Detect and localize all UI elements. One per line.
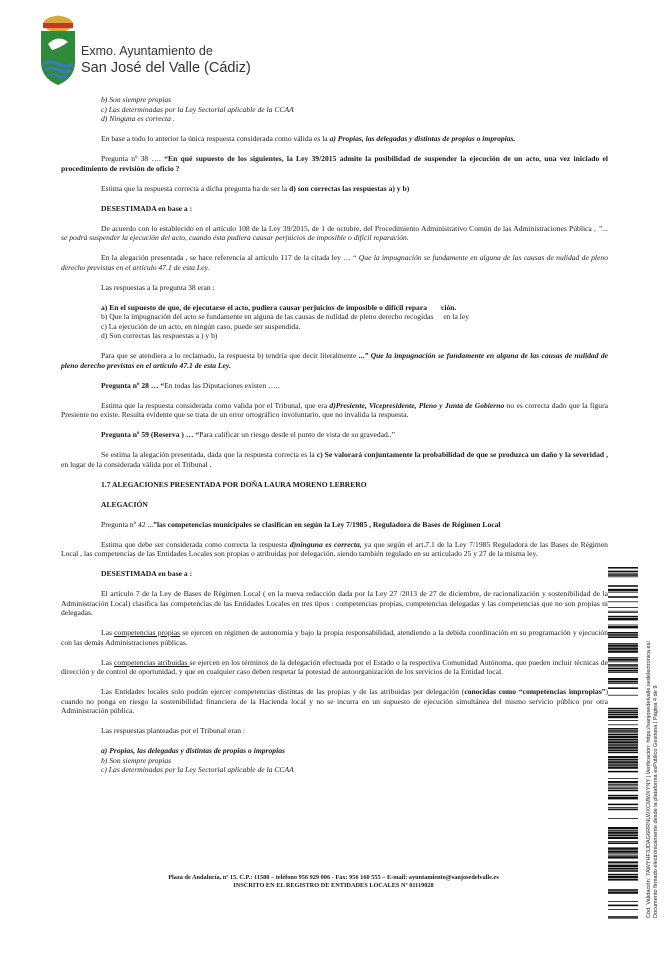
paragraph: Estima que la respuesta correcta a dicha pregunta ha de ser la d) son correctas las respuestas a) y b)	[101, 183, 410, 193]
paragraph: Las respuestas planteadas por el Tribunal eran :	[101, 726, 246, 735]
paragraph: Las respuestas a la pregunta 38 eran :	[101, 282, 215, 292]
section-label: DESESTIMADA en base a :	[101, 203, 193, 213]
question-38: Pregunta nº 38 …. “En qué supuesto de los siguientes, la Ley 39/2015 admite la posibilidad de suspender la ejecución de un acto, una vez iniciado el procedimiento de revisión de oficio ?	[61, 154, 608, 173]
list-item: a) En el supuesto de que, de ejecutarse el acto, pudiera causar perjuicios de imposible o difícil repara ción.	[101, 302, 457, 312]
question-28: Pregunta nº 28 … “En todas las Diputaciones existen …..	[101, 380, 280, 390]
subsection-heading: ALEGACIÓN	[101, 499, 148, 509]
paragraph: Las competencias atribuidas se ejercen en los términos de la delegación efectuada por el Estado o la respectiva Comunidad Autónoma, que pueden incluir técnicas de dirección y de control de oportunidad, y que en cualquier caso deben respetar la potestad de autoorganización de los servicios de la Entidad local.	[61, 657, 608, 676]
list-item: d) Ninguna es correcta .	[101, 114, 175, 123]
signature-platform-line: Documento firmado electrónicamente desde la plataforma esPublico Gestiona | Página 4 de 9	[653, 685, 659, 918]
answer-list-bottom	[61, 746, 608, 775]
list-item: b) Son siempre propias	[101, 95, 172, 104]
list-item: b) Que la impugnación del acto se fundamente en alguna de las causas de nulidad de pleno derecho recogidas en la ley	[101, 312, 470, 321]
footer-address: Plaza de Andalucía, nº 15. C.P.: 11580 – teléfono 956 929 006 - Fax: 956 160 555 – E-mail: ayuntamiento@sanjosedelvalle.es	[168, 874, 499, 881]
paragraph: En la alegación presentada , se hace referencia al artículo 117 de la citada ley … “ Que la impugnación se fundamente en alguna de las causas de nulidad de pleno derecho previstas en el artículo 47.1 de esta Ley.	[61, 253, 608, 272]
question-59: Pregunta nº 59 (Reserva ) … “Para calificar un riesgo desde el punto de vista de su gravedad..”	[101, 430, 396, 439]
answer-list-38	[61, 303, 608, 341]
list-item: d) Son correctas las respuestas a ) y b)	[101, 331, 218, 340]
list-item: c) La ejecución de un acto, en ningún caso, puede ser suspendida.	[101, 321, 301, 331]
paragraph: El artículo 7 de la Ley de Bases de Régimen Local ( en la nueva redacción dada por la Ley 27 /2013 de 27 de diciembre, de racionalización y sostenibilidad de la Administración Local) clasifica las competencias de las Entidades Locales en tres tipos : competencias propias, competencias delegadas y las competencias que no son propias ni delegadas.	[61, 589, 608, 617]
list-item: a) Propias, las delegadas y distintas de propias o impropias	[101, 746, 285, 755]
page-footer	[60, 874, 607, 890]
paragraph: De acuerdo con lo establecido en el artículo 108 de la Ley 39/2015, de 1 de octubre, del Procedimiento Administrativo Común de las Administraciones Pública , ”... se podrá suspender la ejecución del acto, cuando ésta pudiera causar perjuicios de imposible o difícil reparación.	[61, 223, 608, 242]
paragraph: En base a todo lo anterior la única respuesta considerada como válida es la a) Propias, las delegadas y distintas de propias o impropias.	[101, 134, 516, 143]
paragraph: Para que se atendiera a lo reclamado, la respuesta b) tendría que decir literalmente ...” Que la impugnación se fundamente en alguna de las causas de nulidad de pleno derecho previstas en el artículo 47.1 de esta Ley.	[61, 351, 608, 370]
validation-barcode	[608, 567, 638, 919]
paragraph: Estima que la respuesta considerada como valida por el Tribunal, que era d)Presiente, Vicepresidente, Pleno y Junta de Gobierno no es correcta dado que la figura Presiente no existe. Resulta evidente que se trata de un error ortográfico involuntario, que no invalida la respuesta.	[61, 400, 608, 419]
org-name-line1: Exmo. Ayuntamiento de	[81, 44, 213, 58]
validation-side-text	[646, 641, 660, 918]
answer-list-top	[61, 95, 608, 124]
list-item: c) Las determinadas por la Ley Sectorial aplicable de la CCAA	[101, 765, 294, 774]
letterhead	[38, 14, 298, 88]
footer-registry: INSCRITO EN EL REGISTRO DE ENTIDADES LOCALES Nº 01119028	[233, 882, 434, 889]
document-body	[61, 95, 608, 785]
coat-of-arms-logo	[38, 14, 78, 88]
section-heading: 1.7 ALEGACIONES PRESENTADA POR DOÑA LAURA MORENO LEBRERO	[101, 479, 367, 489]
paragraph: Las competencias propias se ejercen en régimen de autonomía y bajo la propia responsabilidad, atendiendo a la debida coordinación en su programación y ejecución con las demás Administraciones públicas.	[61, 628, 608, 647]
section-label: DESESTIMADA en base a :	[101, 569, 193, 578]
paragraph: Se estima la alegación presentada, dada que la respuesta correcta es la c) Se valorará conjuntamente la probabilidad de que se produzca un daño y la severidad , en lugar de la considerada válida por el Tribunal .	[61, 450, 609, 469]
paragraph: Estima que debe ser considerada como correcta la respuesta d)ninguna es correcta, ya que según el art.7.1 de la Ley 7/1985 Reguladora de las Bases de Régimen Local , las competencias de las Entidades Locales son propias o atribuidas por delegación, siendo también regulado en su articulado 25 y 27 de la misma ley.	[61, 539, 608, 558]
list-item: c) Las determinadas por la Ley Sectorial aplicable de la CCAA	[101, 104, 294, 114]
paragraph: Las Entidades locales solo podrán ejercer competencias distintas de las propias y de las atribuidas por delegación (conocidas como “competencias impropias”) cuando no ponga en riesgo la sostenibilidad financiera de la Hacienda local y no se incurra en un supuesto de ejecución simultánea del mismo servicio público por otra Administración pública.	[61, 687, 608, 715]
validation-code-line: Cód. Validación: 7AWYHF3JDAG6RRNLWXCMWXYNY | Verificación: https://sanjosedelvalle.sedelectronica.es/	[646, 640, 652, 918]
org-name-line2: San José del Valle (Cádiz)	[81, 60, 251, 76]
question-42: Pregunta nº 42 ...”las competencias municipales se clasifican en según la Ley 7/1985 , Reguladora de Bases de Régimen Local	[101, 519, 501, 529]
list-item: b) Son siempre propias	[101, 755, 172, 765]
